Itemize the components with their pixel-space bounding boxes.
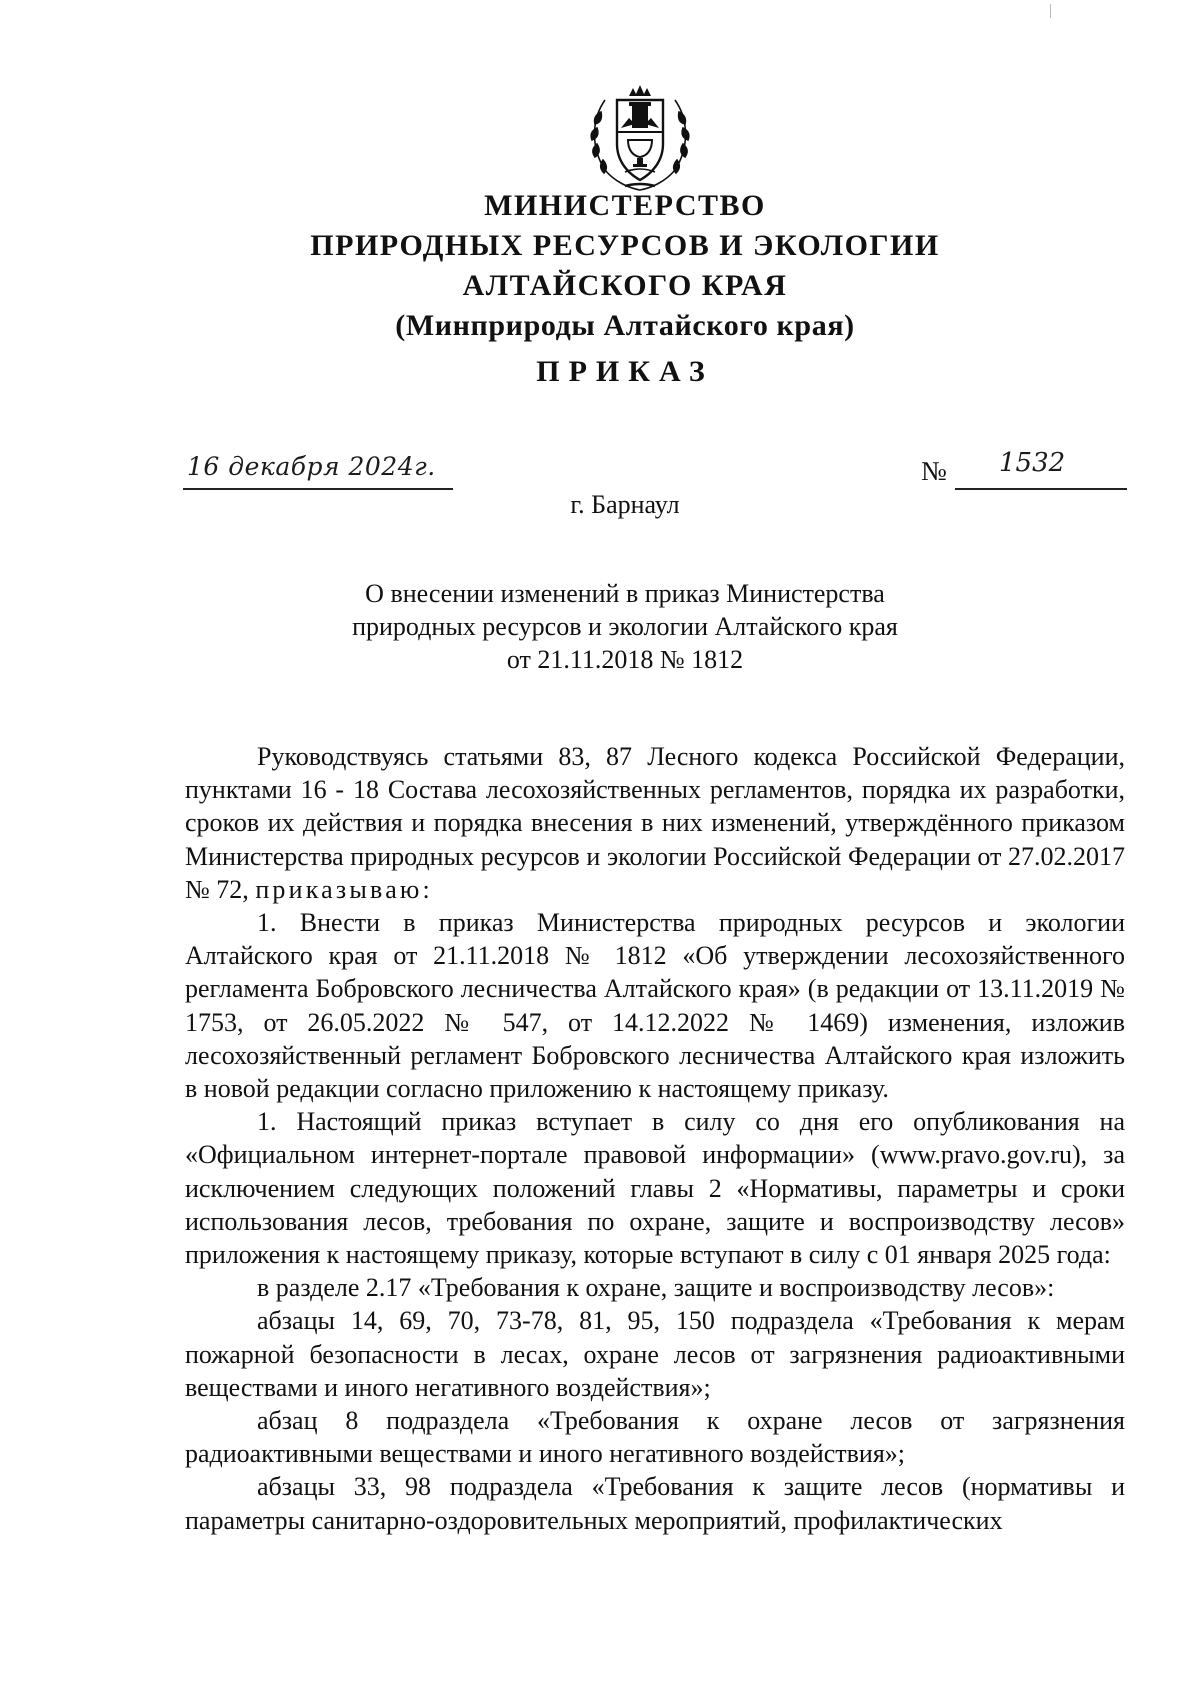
date-underline bbox=[183, 488, 453, 490]
subsection-1-paragraph: абзацы 14, 69, 70, 73-78, 81, 95, 150 подраздела «Требования к мерам пожарной безопасности в лесах, охране лесов от загрязнения радиоактивными веществами и иного негативного воздействия»; bbox=[185, 1306, 1125, 1402]
number-sign: № bbox=[921, 456, 947, 486]
handwritten-number: 1532 bbox=[999, 448, 1066, 478]
section-paragraph: в разделе 2.17 «Требования к охране, защите и воспроизводству лесов»: bbox=[257, 1273, 1055, 1303]
order-word: приказываю: bbox=[255, 874, 433, 904]
item-2-paragraph: 1. Настоящий приказ вступает в силу со дня его опубликования на «Официальном интернет-портале правовой информации» (www.pravo.gov.ru), за исключением следующих положений главы 2 «Нормативы, параметры и сроки использования лесов, требования по охране, защите и воспроизводству лесов» приложения к настоящему приказу, которые вступают в силу с 01 января 2025 года: bbox=[185, 1107, 1125, 1270]
subsection-2-paragraph: абзац 8 подраздела «Требования к охране лесов от загрязнения радиоактивными веществами и иного негативного воздействия»; bbox=[185, 1406, 1125, 1469]
document-number-field bbox=[921, 448, 1127, 494]
ministry-abbreviation: (Минприроды Алтайского края) bbox=[395, 309, 855, 342]
handwritten-date: 16 декабря 2024г. bbox=[187, 452, 436, 481]
preamble-text: Руководствуясь статьями 83, 87 Лесного кодекса Российской Федерации, пунктами 16 - 18 Состава лесохозяйственных регламентов, порядка их разработки, сроков их действия и порядка внесения в них изменений, утверждённого приказом Министерства природных ресурсов и экологии Российской Федерации от 27.02.2017 № 72, bbox=[185, 742, 1125, 904]
ministry-header bbox=[300, 186, 950, 346]
title-line-3: от 21.11.2018 № 1812 bbox=[506, 645, 744, 674]
scan-artifact bbox=[1050, 4, 1051, 18]
document-title bbox=[300, 577, 950, 676]
document-body bbox=[185, 740, 1125, 1537]
document-type-heading: ПРИКАЗ bbox=[536, 355, 714, 388]
city-name: г. Барнаул bbox=[570, 490, 680, 519]
ministry-name-line-3: АЛТАЙСКОГО КРАЯ bbox=[462, 269, 788, 302]
number-underline bbox=[955, 488, 1127, 490]
ministry-name-line-2: ПРИРОДНЫХ РЕСУРСОВ И ЭКОЛОГИИ bbox=[310, 229, 940, 262]
title-line-1: О внесении изменений в приказ Министерства bbox=[365, 579, 885, 608]
title-line-2: природных ресурсов и экологии Алтайского края bbox=[352, 612, 898, 641]
subsection-3-paragraph: абзацы 33, 98 подраздела «Требования к защите лесов (нормативы и параметры санитарно-оздоровительных мероприятий, профилактических bbox=[185, 1472, 1125, 1535]
item-1-paragraph: 1. Внести в приказ Министерства природных ресурсов и экологии Алтайского края от 21.11.2018 № 1812 «Об утверждении лесохозяйственного регламента Бобровского лесничества Алтайского края» (в редакции от 13.11.2019 № 1753, от 26.05.2022 № 547, от 14.12.2022 № 1469) изменения, изложив лесохозяйственный регламент Бобровского лесничества Алтайского края изложить в новой редакции согласно приложению к настоящему приказу. bbox=[185, 908, 1125, 1104]
preamble-paragraph bbox=[185, 740, 1125, 906]
document-date-field bbox=[183, 450, 453, 494]
coat-of-arms-emblem bbox=[585, 82, 695, 194]
ministry-name-line-1: МИНИСТЕРСТВО bbox=[484, 189, 766, 222]
